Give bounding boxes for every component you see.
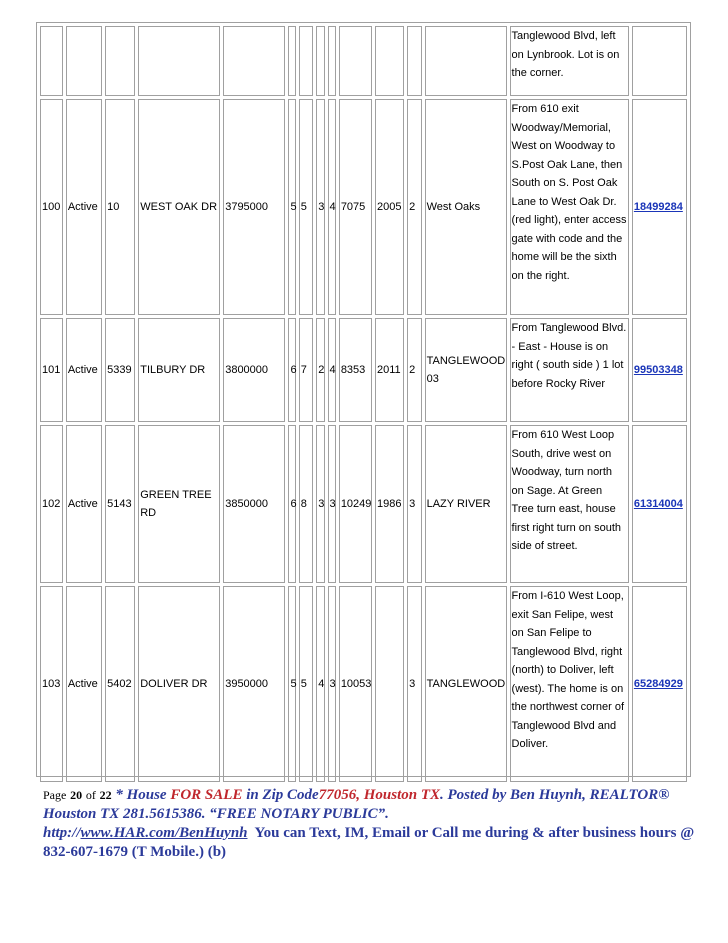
- page-number: 20: [70, 788, 83, 802]
- subdivision-cell: West Oaks: [425, 99, 507, 315]
- row-number: 103: [40, 586, 63, 782]
- page-total: 22: [99, 788, 112, 802]
- col-d-cell: 3: [328, 425, 336, 583]
- col-a-cell: 5: [288, 99, 295, 315]
- listing-table-frame: [36, 22, 691, 777]
- table-row: [40, 318, 687, 422]
- mls-link[interactable]: 61314004: [632, 425, 687, 583]
- status-cell: Active: [66, 318, 102, 422]
- col-c-cell: 3: [316, 425, 324, 583]
- cell: [339, 26, 372, 96]
- year-cell: 2005: [375, 99, 404, 315]
- street-number-cell: 10: [105, 99, 135, 315]
- footer-text-3: . Posted by Ben Huynh, REALTOR® Houston TX 281.5615386. “FREE NOTARY PUBLIC”.: [43, 787, 670, 822]
- directions-cell: From Tanglewood Blvd. - East - House is on right ( south side ) 1 lot before Rocky River: [510, 318, 629, 422]
- footer-website-link[interactable]: www.HAR.com/BenHuynh: [80, 825, 248, 841]
- mls-link[interactable]: 18499284: [632, 99, 687, 315]
- col-b-cell: 5: [299, 586, 314, 782]
- col-a-cell: 6: [288, 425, 295, 583]
- street-number-cell: 5402: [105, 586, 135, 782]
- footer-link-prefix: http://: [43, 825, 81, 841]
- year-cell: 2011: [375, 318, 404, 422]
- mls-link[interactable]: 99503348: [632, 318, 687, 422]
- footer-contact: You can Text, IM, Email or Call me during & after business hours @ 832-607-1679 (T Mobile.) (b): [43, 825, 695, 860]
- cell: [425, 26, 507, 96]
- of-label: of: [85, 788, 96, 802]
- row-number: 101: [40, 318, 63, 422]
- directions-cell: From 610 West Loop South, drive west on Woodway, turn north on Sage. At Green Tree turn east, house first right turn on south side of street.: [510, 425, 629, 583]
- col-d-cell: 4: [328, 318, 336, 422]
- price-cell: 3800000: [223, 318, 285, 422]
- col-b-cell: 5: [299, 99, 314, 315]
- subdivision-cell: TANGLEWOOD 03: [425, 318, 507, 422]
- street-number-cell: 5143: [105, 425, 135, 583]
- col-d-cell: 3: [328, 586, 336, 782]
- directions-cell: From I-610 West Loop, exit San Felipe, west on San Felipe to Tanglewood Blvd, right (north) to Doliver, left (west). The home is on the northwest corner of Tanglewood Blvd and Doliver.: [510, 586, 629, 782]
- sqft-cell: 7075: [339, 99, 372, 315]
- cell: [632, 26, 687, 96]
- directions-cell: From 610 exit Woodway/Memorial, West on Woodway to S.Post Oak Lane, then South on S. Post Oak Lane to West Oak Dr. (red light), enter access gate with code and the home will be the sixth on the right.: [510, 99, 629, 315]
- cell: [105, 26, 135, 96]
- status-cell: Active: [66, 586, 102, 782]
- listing-table: [37, 23, 690, 785]
- row-number: 102: [40, 425, 63, 583]
- status-cell: Active: [66, 99, 102, 315]
- street-cell: DOLIVER DR: [138, 586, 220, 782]
- col-b-cell: 8: [299, 425, 314, 583]
- cell: [223, 26, 285, 96]
- footer-for-sale: FOR SALE: [170, 787, 243, 803]
- row-number: 100: [40, 99, 63, 315]
- street-number-cell: 5339: [105, 318, 135, 422]
- table-row: [40, 586, 687, 782]
- street-cell: GREEN TREE RD: [138, 425, 220, 583]
- footer-zip: 77056, Houston TX: [318, 787, 440, 803]
- col-e-cell: 3: [407, 425, 422, 583]
- year-cell: 1986: [375, 425, 404, 583]
- sqft-cell: 8353: [339, 318, 372, 422]
- cell: [375, 26, 404, 96]
- cell: [328, 26, 336, 96]
- col-e-cell: 2: [407, 318, 422, 422]
- sqft-cell: 10053: [339, 586, 372, 782]
- footer-text-1: * House: [115, 787, 167, 803]
- price-cell: 3950000: [223, 586, 285, 782]
- col-c-cell: 4: [316, 586, 324, 782]
- col-d-cell: 4: [328, 99, 336, 315]
- year-cell: [375, 586, 404, 782]
- cell: [66, 26, 102, 96]
- col-e-cell: 2: [407, 99, 422, 315]
- col-e-cell: 3: [407, 586, 422, 782]
- col-c-cell: 3: [316, 99, 324, 315]
- table-row: [40, 425, 687, 583]
- cell: [288, 26, 295, 96]
- footer-text-2: in Zip Code: [246, 787, 319, 803]
- street-cell: TILBURY DR: [138, 318, 220, 422]
- price-cell: 3850000: [223, 425, 285, 583]
- sqft-cell: 10249: [339, 425, 372, 583]
- mls-link[interactable]: 65284929: [632, 586, 687, 782]
- cell: [299, 26, 314, 96]
- table-row: [40, 26, 687, 96]
- cell: [316, 26, 324, 96]
- status-cell: Active: [66, 425, 102, 583]
- col-c-cell: 2: [316, 318, 324, 422]
- subdivision-cell: TANGLEWOOD: [425, 586, 507, 782]
- col-a-cell: 6: [288, 318, 295, 422]
- directions-cell: Tanglewood Blvd, left on Lynbrook. Lot is on the corner.: [510, 26, 629, 96]
- page-footer: [43, 786, 703, 862]
- street-cell: WEST OAK DR: [138, 99, 220, 315]
- page-label: Page: [43, 788, 67, 802]
- col-a-cell: 5: [288, 586, 295, 782]
- table-row: [40, 99, 687, 315]
- cell: [407, 26, 422, 96]
- cell: [138, 26, 220, 96]
- cell: [40, 26, 63, 96]
- col-b-cell: 7: [299, 318, 314, 422]
- subdivision-cell: LAZY RIVER: [425, 425, 507, 583]
- price-cell: 3795000: [223, 99, 285, 315]
